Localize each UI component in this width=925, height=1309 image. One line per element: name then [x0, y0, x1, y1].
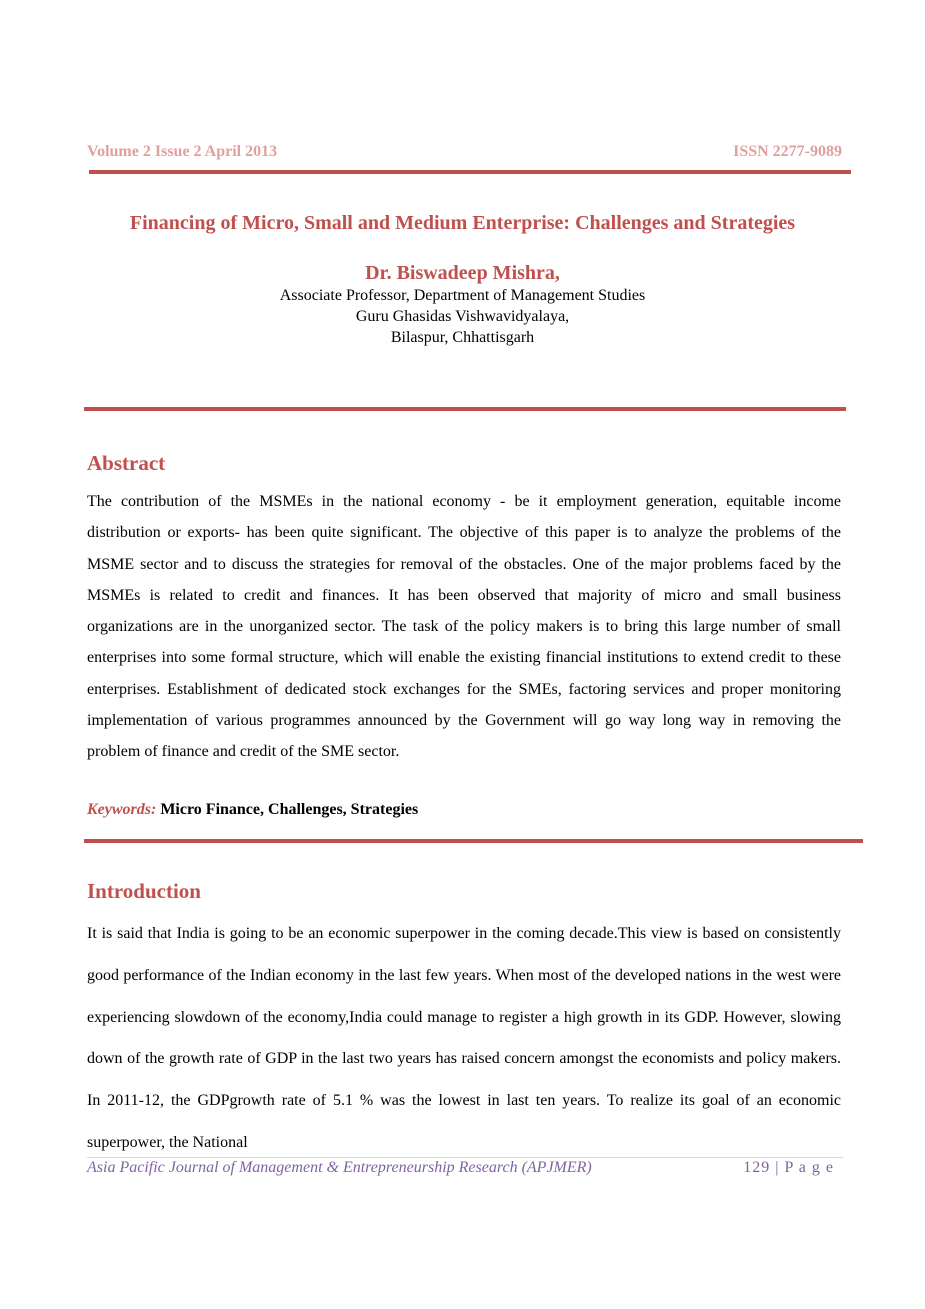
- journal-name: Asia Pacific Journal of Management & Entrepreneurship Research (APJMER): [87, 1159, 592, 1176]
- affiliation-line: Guru Ghasidas Vishwavidyalaya,: [355, 308, 570, 325]
- author-name: Dr. Biswadeep Mishra,: [365, 262, 560, 284]
- abstract-heading: Abstract: [87, 451, 166, 475]
- page-number-value: 129: [743, 1159, 771, 1176]
- introduction-heading: Introduction: [87, 879, 201, 903]
- affiliation-line: Associate Professor, Department of Management Studies: [279, 287, 646, 304]
- page-label: | P a g e: [770, 1159, 834, 1176]
- affiliation-line: Bilaspur, Chhattisgarh: [390, 329, 535, 346]
- abstract-text: The contribution of the MSMEs in the national economy - be it employment generation, equitable income distribution or exports- has been quite significant. The objective of this paper is to analyze the problems of the MSME sector and to discuss the strategies for removal of the obstacles. One of the major problems faced by the MSMEs is related to credit and finances. It has been observed that majority of micro and small business organizations are in the unorganized sector. The task of the policy makers is to bring this large number of small enterprises into some formal structure, which will enable the existing financial institutions to extend credit to these enterprises. Establishment of dedicated stock exchanges for the SMEs, factoring services and proper monitoring implementation of various programmes announced by the Government will go way long way in removing the problem of finance and credit of the SME sector.: [87, 493, 841, 761]
- footer-divider: [87, 1157, 843, 1158]
- journal-volume: Volume 2 Issue 2 April 2013: [87, 143, 278, 160]
- keywords-values: Micro Finance, Challenges, Strategies: [156, 801, 419, 818]
- keywords: [87, 801, 418, 819]
- introduction-text: It is said that India is going to be an economic superpower in the coming decade.This view is based on consistently good performance of the Indian economy in the last few years. When most of the developed nations in the west were experiencing slowdown of the economy,India could manage to register a high growth in its GDP. However, slowing down of the growth rate of GDP in the last two years has raised concern amongst the economists and policy makers. In 2011-12, the GDPgrowth rate of 5.1 % was the lowest in last ten years. To realize its goal of an economic superpower, the National: [87, 925, 841, 1151]
- paper-title: Financing of Micro, Small and Medium Enterprise: Challenges and Strategies: [129, 212, 796, 234]
- abstract-divider: [84, 839, 863, 843]
- keywords-label: Keywords:: [87, 801, 157, 818]
- header-divider: [89, 170, 851, 174]
- page-number: [743, 1159, 834, 1177]
- journal-issn: ISSN 2277-9089: [733, 143, 842, 160]
- title-divider: [84, 407, 846, 411]
